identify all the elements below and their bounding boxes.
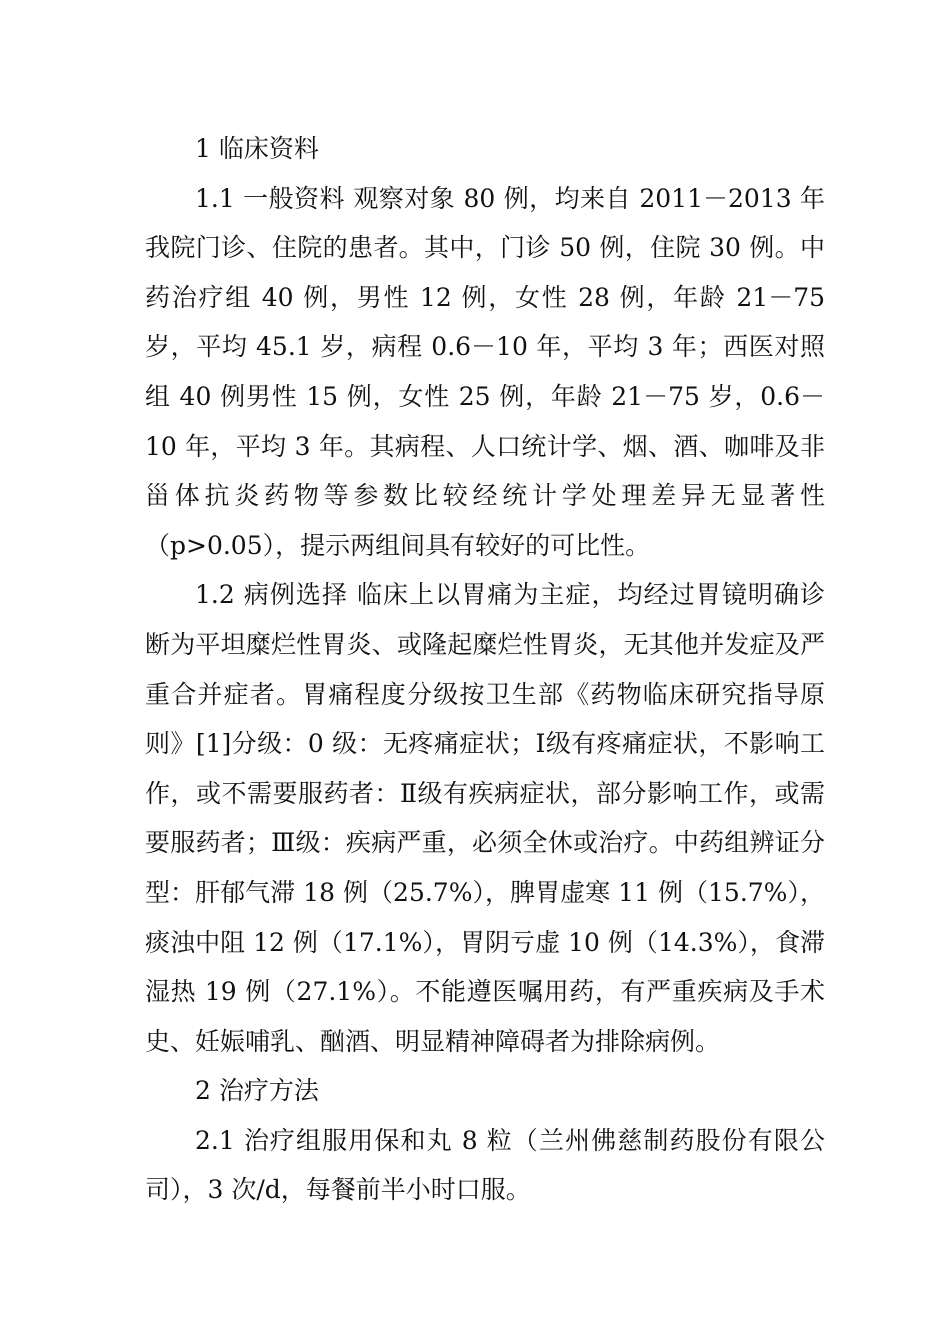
document-body xyxy=(145,124,825,1215)
section-1-heading: 1 临床资料 xyxy=(195,134,319,163)
section-2-1-paragraph: 2.1 治疗组服用保和丸 8 粒（兰州佛慈制药股份有限公司），3 次/d，每餐前半小时口服。 xyxy=(145,1125,825,1205)
section-1-1-paragraph: 1.1 一般资料 观察对象 80 例，均来自 2011－2013 年我院门诊、住院的患者。其中，门诊 50 例，住院 30 例。中药治疗组 40 例，男性 12 例，女性 28 例，年龄 21－75 岁，平均 45.1 岁，病程 0.6－10 年，平均 3 年；西医对照组 40 例男性 15 例，女性 25 例，年龄 21－75 岁，0.6－10 年，平均 3 年。其病程、人口统计学、烟、酒、咖啡及非甾体抗炎药物等参数比较经统计学处理差异无显著性（p>0.05），提示两组间具有较好的可比性。 xyxy=(145,183,825,560)
section-1-2-paragraph: 1.2 病例选择 临床上以胃痛为主症，均经过胃镜明确诊断为平坦糜烂性胃炎、或隆起糜烂性胃炎，无其他并发症及严重合并症者。胃痛程度分级按卫生部《药物临床研究指导原则》[1]分级：0 级：无疼痛症状；Ⅰ级有疼痛症状，不影响工作，或不需要服药者：Ⅱ级有疾病症状，部分影响工作，或需要服药者；Ⅲ级：疾病严重，必须全休或治疗。中药组辨证分型：肝郁气滞 18 例（25.7%），脾胃虚寒 11 例（15.7%），痰浊中阻 12 例（17.1%），胃阴亏虚 10 例（14.3%），食滞湿热 19 例（27.1%）。不能遵医嘱用药，有严重疾病及手术史、妊娠哺乳、酗酒、明显精神障碍者为排除病例。 xyxy=(145,580,825,1056)
section-2-heading: 2 治疗方法 xyxy=(195,1076,319,1106)
